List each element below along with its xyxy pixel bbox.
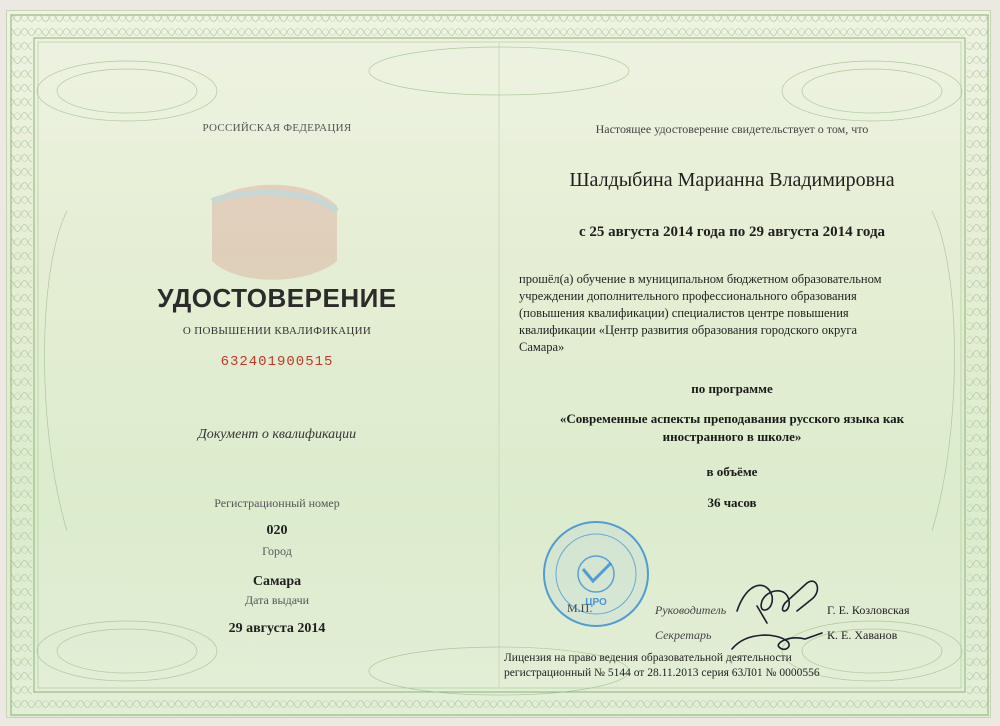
country-label: РОССИЙСКАЯ ФЕДЕРАЦИЯ xyxy=(202,122,352,134)
license-info xyxy=(504,651,944,681)
stamp-logo-text: ЦРО xyxy=(585,597,607,608)
hours-value: 36 часов xyxy=(707,495,757,510)
intro-text: Настоящее удостоверение свидетельствует о том, что xyxy=(595,122,869,136)
director-name: Г. Е. Козловская xyxy=(827,603,910,617)
document-title: УДОСТОВЕРЕНИЕ xyxy=(157,283,397,313)
program-line: «Современные аспекты преподавания русского языка как xyxy=(559,411,905,426)
training-line: Самара» xyxy=(519,340,565,354)
secretary-role: Секретарь xyxy=(655,628,712,642)
issue-date: 29 августа 2014 xyxy=(228,621,326,636)
license-line: Лицензия на право ведения образовательной деятельности xyxy=(504,652,792,664)
training-line: учреждении дополнительного профессионального образования xyxy=(519,289,857,303)
program-label: по программе xyxy=(691,381,773,396)
program-name xyxy=(512,410,952,446)
document-type: Документ о квалификации xyxy=(197,427,357,442)
program-line: иностранного в школе» xyxy=(662,429,802,444)
training-line: прошёл(а) обучение в муниципальном бюджетном образовательном xyxy=(519,272,882,286)
signature-marks xyxy=(727,571,837,661)
city-label: Город xyxy=(262,544,292,558)
issue-date-label: Дата выдачи xyxy=(244,593,310,607)
serial-number: 632401900515 xyxy=(220,354,334,370)
certificate-sheet xyxy=(6,10,991,718)
document-subtitle: О ПОВЫШЕНИИ КВАЛИФИКАЦИИ xyxy=(182,325,372,337)
training-description xyxy=(519,271,939,356)
training-period: с 25 августа 2014 года по 29 августа 2014 года xyxy=(578,224,886,240)
license-line: регистрационный № 5144 от 28.11.2013 серия 63Л01 № 0000556 xyxy=(504,667,820,679)
training-line: квалификации «Центр развития образования городского округа xyxy=(519,323,858,337)
stamp-abbrev: М.П. xyxy=(567,601,593,615)
training-line: (повышения квалификации) специалистов центре повышения xyxy=(519,306,849,320)
secretary-name: К. Е. Хаванов xyxy=(827,628,898,642)
city-value: Самара xyxy=(252,574,302,589)
registration-number: 020 xyxy=(266,523,288,538)
registration-label: Регистрационный номер xyxy=(214,496,340,510)
director-role: Руководитель xyxy=(655,603,727,617)
holder-name: Шалдыбина Марианна Владимировна xyxy=(569,169,895,191)
volume-label: в объёме xyxy=(706,464,758,479)
